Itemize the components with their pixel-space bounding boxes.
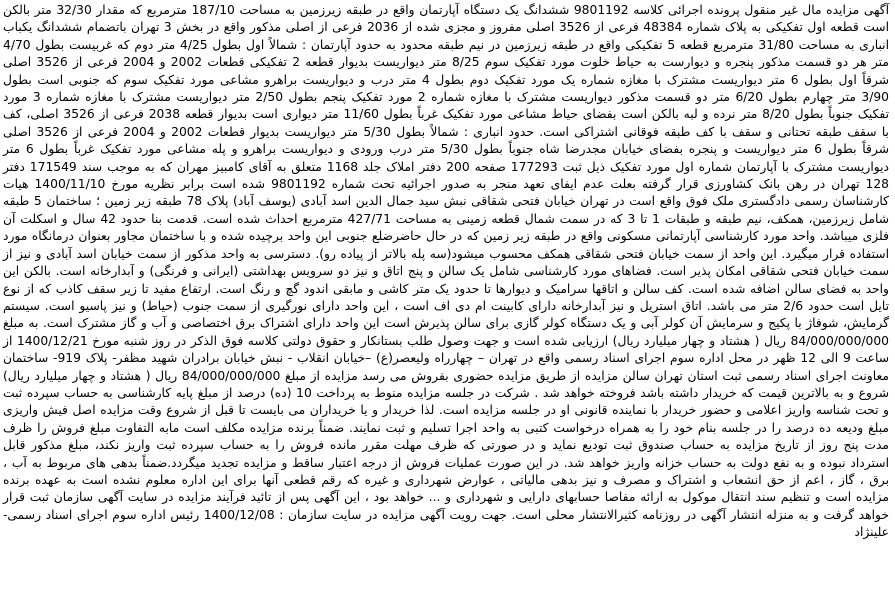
auction-notice-body: آگهی مزایده مال غیر منقول پرونده اجرائی کلاسه 9801192 ششدانگ یک دستگاه آپارتمان واقع در طبقه زیرزمین به مساحت 187/10 مترمربع که مقدار 32/30 متر بالکن است قطعه اول تفکیکی به پلاک شماره 48384 فرعی از 3526 اصلی مفروز و مجزی شده از 2036 فرعی از اصلی مذکور واقع در بخش 3 تهران باتضمام ششدانگ یکباب انباری به مساحت 31/80 مترمربع قطعه 5 تفکیکی واقع در طبقه زیرزمین در نیم طبقه محدود به حدود آپارتمان : شمالاً اول بطول 4/25 متر دوم که غربیست بطول 4/70 متر هر دو قسمت مذکور پنجره و دیوارست به حیاط خلوت مورد تفکیک سوم 8/25 متر دیواریست بدیوار قطعه 2 تفکیکی قطعات 2002 و 2004 فرعی از 3526 اصلی شرقاً اول بطول 6 متر دیواریست مشترک با مغازه شماره یک مورد تفکیک دوم بطول 4 متر درب و دیواریست براهرو مشاعی مورد تفکیک سوم که جنوبی است بطول 3/90 متر چهارم بطول 6/20 متر دو قسمت مذکور دیواریست مشترک با مغازه شماره 2 مورد تفکیک پنجم بطول 2/50 متر دیواریست مشترک با مغازه شماره 3 مورد تفکیک جنوباً بطول 8/20 متر نرده و لبه بالکن است بفضای حیاط مشاعی مورد تفکیک غرباً بطول 11/60 متر دیواری است بدیوار قطعه 2038 فرعی از 3526 اصلی، کف با سقف طبقه تحتانی و سقف با کف طبقه فوقانی اشتراکی است. حدود انباری : شمالاً بطول 5/30 متر دیواریست بدیوار قطعات 2002 و 2004 فرعی از 3526 اصلی شرقاً بطول 6 متر دیواریست و پنجره بفضای خیابان مجدرضا شاه جنوباً بطول 5/30 متر درب ورودی و دیواریست براهرو و پله مشاعی مورد تفکیک غرباً بطول 6 متر دیواریست مشترک با آپارتمان شماره اول مورد تفکیک ذیل ثبت 177293 صفحه 200 دفتر املاک جلد 1168 متعلق به آقای کامبیز مهران که به موجب سند 171549 دفتر 128 تهران در رهن بانک کشاورزی قرار گرفته بعلت عدم ایفای تعهد منجر به صدور اجرائیه تحت شماره 9801192 شده است برابر نظریه مورخ 1400/11/10 هیات کارشناسان رسمی دادگستری ملک فوق واقع است در تهران خیابان فتحی شقاقی نبش سید جمال الدین اسد آبادی (یوسف آباد) پلاک 78 طبقه زیر زمین ؛ ساختمان 5 طبقه شامل زیرزمین، همکف، نیم طبقه و طبقات 1 تا 3 که در سمت شمال قطعه زمینی به مساحت 427/71 مترمربع احداث شده است. قدمت بنا حدود 42 سال و اسکلت آن فلزی میباشد. واحد مورد کارشناسی آپارتمانی مسکونی واقع در طبقه زیر زمین که در حال حاضرضلع جنوبی این واحد برچیده شده و با ساختمان مجاور بعنوان درمانگاه مورد استفاده قرار میگیرد. این واحد از سمت خیابان فتحی شقاقی همکف محسوب میشود(سه پله بالاتر از پیاده رو). دسترسی به واحد مذکور از سمت خیابان اسد آبادی و نیز از سمت خیابان فتحی شقاقی امکان پذیر است. فضاهای مورد کارشناسی شامل یک سالن و پنج اتاق و نیز دو سرویس بهداشتی (ایرانی و فرنگی) و آبدارخانه است. بالکن این واحد به فضای سالن اضافه شده است. کف سالن و اتاقها سرامیک و دیوارها تا حدود یک متر کاشی و مابقی اندود گچ و رنگ است. ارتفاع مفید تا زیر سقف کاذب که از نوع تایل است حدود 2/6 متر می باشد. اتاق استریل و نیز آبدارخانه دارای کابینت ام دی اف است ، این واحد دارای نورگیری از سمت جنوب (حیاط) و نیز پاسیو است. سیستم گرمایش، شوفاژ با پکیج و سرمایش آن کولر آبی و یک دستگاه کولر گازی برای سالن پذیرش است این واحد دارای اشتراک برق اختصاصی و آب و گاز مشترک است. به مبلغ 84/000/000/000 ریال ( هشتاد و چهار میلیارد ریال) ارزیابی شده است و جهت وصول طلب بستانکار و حقوق دولتی کلاسه فوق الذکر در روز شنبه مورخ 1400/12/21 از ساعت 9 الی 12 ظهر در محل اداره سوم اجرای اسناد رسمی واقع در تهران – چهارراه ولیعصر(ع) –خیابان انقلاب - نبش خیابان برادران شهید مظفر- پلاک 919- ساختمان معاونت اجرای اسناد رسمی ثبت استان تهران سالن مزایده از طریق مزایده حضوری بفروش می رسد مزایده از مبلغ 84/000/000/000 ریال ( هشتاد و چهار میلیارد ریال) شروع و به بالاترین قیمت که خریدار داشته باشد فروخته خواهد شد . شرکت در جلسه مزایده منوط به پرداخت 10 (ده) درصد از مبلغ پایه کارشناسی به حساب سپرده ثبت و تحت شناسه واریز اعلامی و حضور خریدار با نماینده قانونی او در جلسه مزایده است. لذا خریدار و یا خریداران می بایست تا قبل از شروع وقت مزایده اصل فیش واریزی مبلغ ودیعه ده درصد را در جلسه بنام خود را به همراه درخواست کتبی به واحد اجرا تسلیم و ثبت نمایند. ضمناً برنده مزایده مکلف است مابه التفاوت مبلغ فروش را ظرف مدت پنج روز از تاریخ مزایده به حساب صندوق ثبت تودیع نماید و در صورتی که ظرف مهلت مقرر مانده فروش را به حساب سپرده ثبت واریز نکند، مبلغ مذکور قابل استرداد نبوده و به نفع دولت به حساب خزانه واریز خواهد شد. در این صورت عملیات فروش از درجه اعتبار ساقط و مزایده تجدید میگردد.ضمناً بدهی های مربوط به آب ، برق ، گاز ، اعم از حق انشعاب و اشتراک و مصرف و نیز بدهی مالیاتی ، عوارض شهرداری و غیره که رقم قطعی آنها برای این اداره معلوم نشده است به عهده برنده مزایده است و تنظیم سند انتقال موکول به ارائه مفاصا حسابهای دارایی و شهرداری و ... خواهد بود ، این آگهی پس از تائید فرآیند مزایده در سایت آگهی سازمان ثبت قرار خواهد گرفت و به منزله انتشار آگهی در روزنامه کثیرالانتشار محلی است. جهت رویت آگهی مزایده در سایت سازمان : 1400/12/08 رئیس اداره سوم اجرای اسناد رسمی- علینژاد bbox=[3, 3, 890, 540]
auction-notice bbox=[3, 2, 889, 542]
